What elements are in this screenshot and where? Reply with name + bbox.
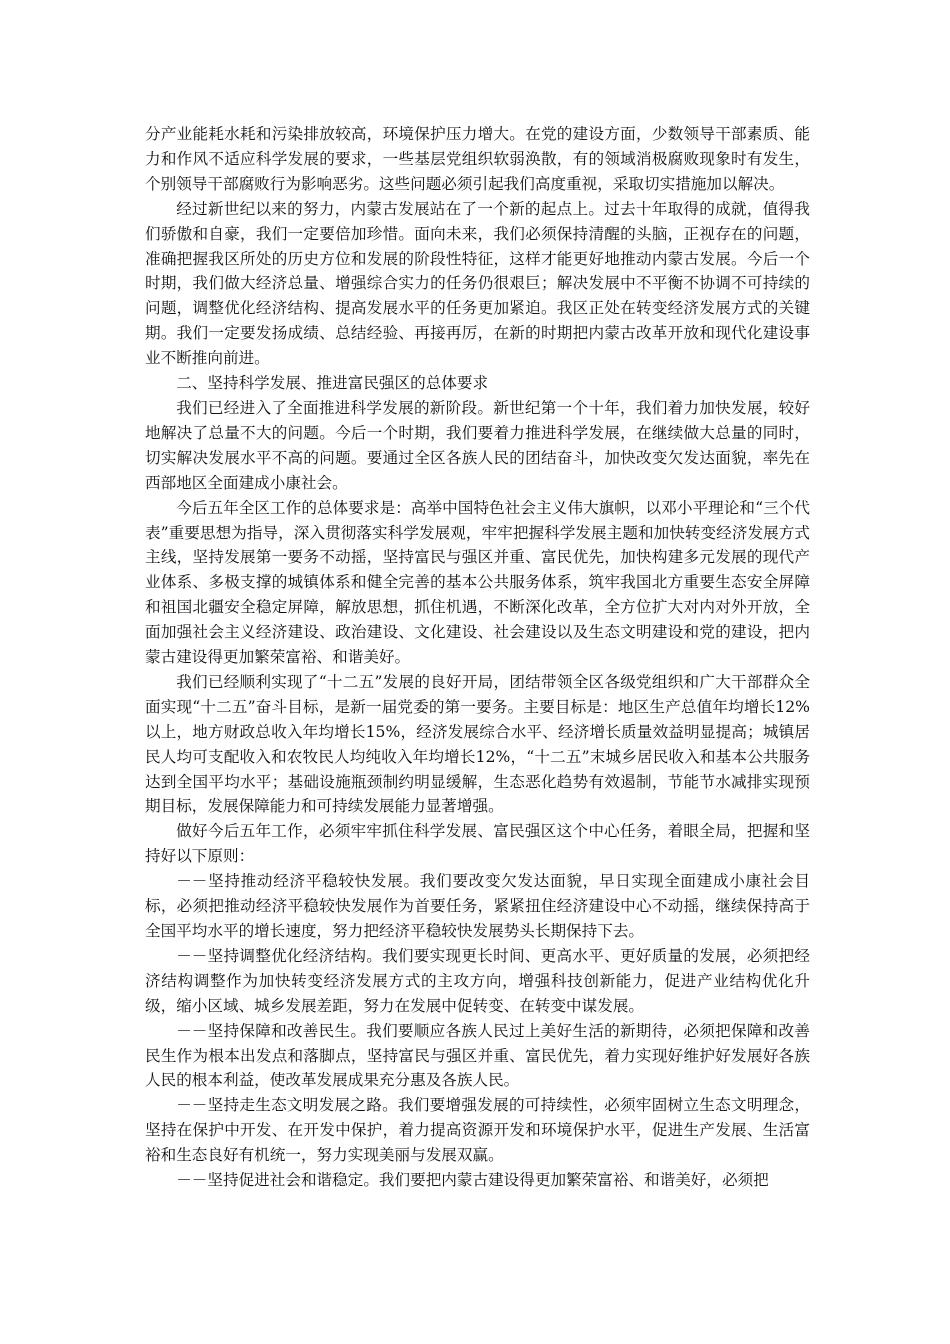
paragraph: 经过新世纪以来的努力，内蒙古发展站在了一个新的起点上。过去十年取得的成就，值得我们骄傲和自豪，我们一定要倍加珍惜。面向未来，我们必须保持清醒的头脑，正视存在的问题，准确把握我区所处的历史方位和发展的阶段性特征，这样才能更好地推动内蒙古发展。今后一个时期，我们做大经济总量、增强综合实力的任务仍很艰巨；解决发展中不平衡不协调不可持续的问题，调整优化经济结构、提高发展水平的任务更加紧迫。我区正处在转变经济发展方式的关键期。我们一定要发扬成绩、总结经验、再接再厉，在新的时期把内蒙古改革开放和现代化建设事业不断推向前进。 [145,199,810,368]
paragraph: 今后五年全区工作的总体要求是：高举中国特色社会主义伟大旗帜，以邓小平理论和“三个代表”重要思想为指导，深入贯彻落实科学发展观，牢牢把握科学发展主题和加快转变经济发展方式主线，坚持发展第一要务不动摇，坚持富民与强区并重、富民优先，加快构建多元发展的现代产业体系、多极支撑的城镇体系和健全完善的基本公共服务体系，筑牢我国北方重要生态安全屏障和祖国北疆安全稳定屏障，解放思想，抓住机遇，不断深化改革，全方位扩大对内对外开放，全面加强社会主义经济建设、政治建设、文化建设、社会建设以及生态文明建设和党的建设，把内蒙古建设得更加繁荣富裕、和谐美好。 [145,498,810,667]
principle-item: －－坚持推动经济平稳较快发展。我们要改变欠发达面貌，早日实现全面建成小康社会目标，必须把推动经济平稳较快发展作为首要任务，紧紧扭住经济建设中心不动摇，继续保持高于全国平均水平的增长速度，努力把经济平稳较快发展势头长期保持下去。 [145,872,810,940]
paragraph-continued: 分产业能耗水耗和污染排放较高，环境保护压力增大。在党的建设方面，少数领导干部素质、能力和作风不适应科学发展的要求，一些基层党组织软弱涣散，有的领域消极腐败现象时有发生，个别领导干部腐败行为影响恶劣。这些问题必须引起我们高度重视，采取切实措施加以解决。 [145,125,810,193]
document-body [145,122,810,1193]
paragraph: 我们已经进入了全面推进科学发展的新阶段。新世纪第一个十年，我们着力加快发展，较好地解决了总量不大的问题。今后一个时期，我们要着力推进科学发展，在继续做大总量的同时，切实解决发展水平不高的问题。要通过全区各族人民的团结奋斗，加快改变欠发达面貌，率先在西部地区全面建成小康社会。 [145,398,810,492]
principle-item: －－坚持走生态文明发展之路。我们要增强发展的可持续性，必须牢固树立生态文明理念，坚持在保护中开发、在开发中保护，着力提高资源开发和环境保护水平，促进生产发展、生活富裕和生态良好有机统一，努力实现美丽与发展双赢。 [145,1096,810,1165]
principle-item: －－坚持调整优化经济结构。我们要实现更长时间、更高水平、更好质量的发展，必须把经济结构调整作为加快转变经济发展方式的主攻方向，增强科技创新能力，促进产业结构优化升级，缩小区域、城乡发展差距，努力在发展中促转变、在转变中谋发展。 [145,946,810,1015]
paragraph: 我们已经顺利实现了“十二五”发展的良好开局，团结带领全区各级党组织和广大干部群众全面实现“十二五”奋斗目标，是新一届党委的第一要务。主要目标是：地区生产总值年均增长12%以上，地方财政总收入年均增长15%，经济发展综合水平、经济增长质量效益明显提高；城镇居民人均可支配收入和农牧民人均纯收入年均增长12%，“十二五”末城乡居民收入和基本公共服务达到全国平均水平；基础设施瓶颈制约明显缓解，生态恶化趋势有效遏制，节能节水减排实现预期目标，发展保障能力和可持续发展能力显著增强。 [145,672,810,816]
section-heading: 二、坚持科学发展、推进富民强区的总体要求 [176,374,489,393]
paragraph: 做好今后五年工作，必须牢牢抓住科学发展、富民强区这个中心任务，着眼全局，把握和坚持好以下原则： [145,822,810,866]
principle-item: －－坚持保障和改善民生。我们要顺应各族人民过上美好生活的新期待，必须把保障和改善民生作为根本出发点和落脚点，坚持富民与强区并重、富民优先，着力实现好维护好发展好各族人民的根本利益，使改革发展成果充分惠及各族人民。 [145,1021,810,1090]
principle-item: －－坚持促进社会和谐稳定。我们要把内蒙古建设得更加繁荣富裕、和谐美好，必须把 [176,1171,769,1190]
